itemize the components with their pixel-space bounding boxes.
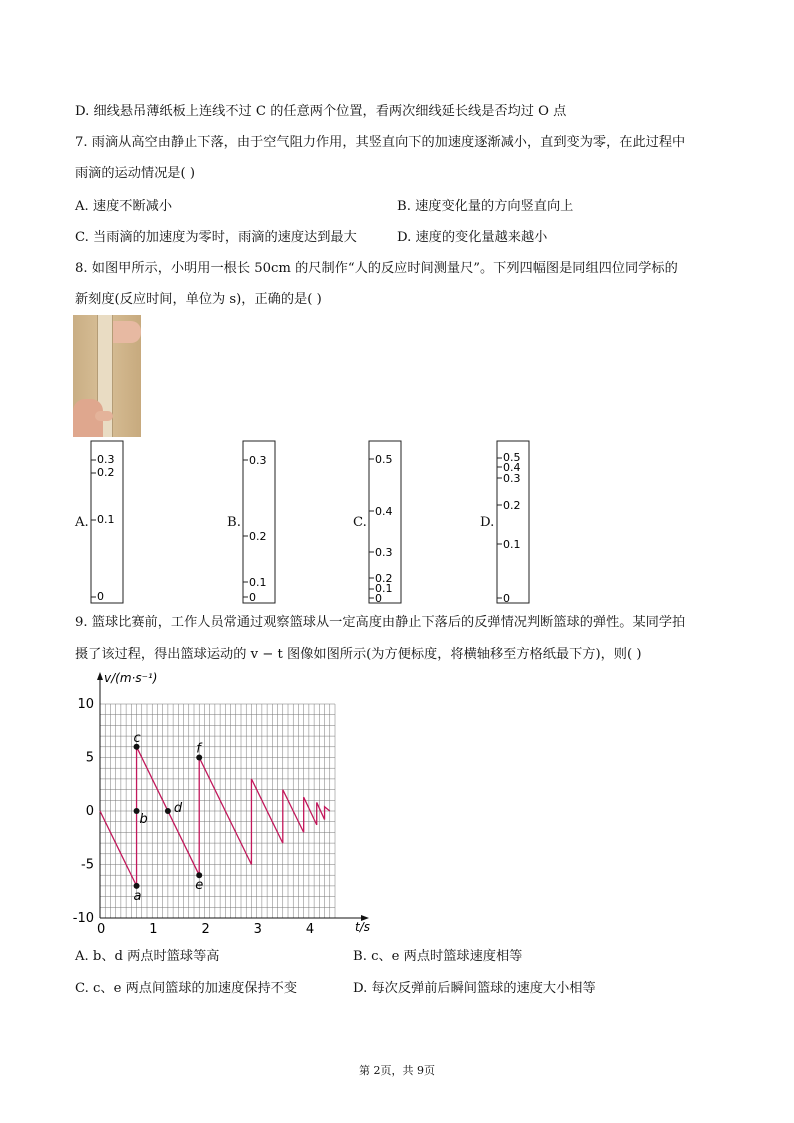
question-7-line1: 7. 雨滴从高空由静止下落，由于空气阻力作用，其竖直向下的加速度逐渐减小，直到变为零，在此过程中 (75, 135, 686, 150)
tick-label: 0.3 (503, 472, 521, 485)
tick-label: 0.2 (503, 499, 521, 512)
tick-label: 0.2 (97, 466, 115, 479)
point-label-b: b (139, 812, 148, 827)
q7-option-a: A. 速度不断减小 (75, 199, 173, 214)
point-label-f: f (196, 741, 201, 757)
x-tick-label: 0 (97, 922, 106, 937)
x-tick-label: 2 (201, 922, 210, 937)
y-tick-label: 0 (85, 804, 94, 819)
q8-option-b-label: B. (227, 515, 241, 530)
tick-label: 0 (97, 590, 104, 603)
option-d-text: D. 细线悬吊薄纸板上连线不过 C 的任意两个位置，看两次细线延长线是否均过 O 点 (75, 104, 567, 119)
x-tick-label: 3 (253, 922, 262, 937)
tick-label: 0.3 (249, 454, 267, 467)
tick-label: 0.5 (375, 453, 393, 466)
point-label-a: a (133, 888, 142, 904)
question-9-line1: 9. 篮球比赛前，工作人员常通过观察篮球从一定高度由静止下落后的反弹情况判断篮球的弹性。某同学拍 (75, 615, 686, 630)
x-axis-label: t/s (355, 920, 370, 934)
tick-label: 0.1 (375, 582, 393, 595)
y-axis-label: v/(m·s⁻¹) (104, 671, 158, 685)
q8-scale-b (240, 440, 280, 605)
point-label-e: e (195, 878, 204, 894)
tick-label: 0 (375, 592, 382, 605)
q7-option-c: C. 当雨滴的加速度为零时，雨滴的速度达到最大 (75, 230, 357, 245)
tick-label: 0.2 (249, 530, 267, 543)
tick-label: 0.4 (503, 461, 521, 474)
tick-label: 0.3 (97, 453, 115, 466)
point-label-c: c (133, 730, 141, 746)
y-tick-label: -5 (81, 857, 94, 873)
q8-scale-a (88, 440, 128, 605)
tick-label: 0 (249, 591, 256, 604)
y-tick-label: 5 (85, 750, 94, 766)
q8-option-d-label: D. (480, 515, 495, 530)
q9-option-c: C. c、e 两点间篮球的加速度保持不变 (75, 981, 298, 996)
tick-label: 0.5 (503, 451, 521, 464)
q8-scale-d (494, 440, 534, 605)
q9-option-b: B. c、e 两点时篮球速度相等 (353, 949, 523, 964)
tick-label: 0.4 (375, 505, 393, 518)
question-9-line2: 摄了该过程，得出篮球运动的 v − t 图像如图所示(为方便标度，将横轴移至方格纸最下方)，则( ) (75, 647, 642, 662)
q7-option-d: D. 速度的变化量越来越小 (397, 230, 548, 245)
question-7-line2: 雨滴的运动情况是( ) (75, 166, 195, 181)
tick-label: 0 (503, 592, 510, 605)
question-8-line1: 8. 如图甲所示，小明用一根长 50cm 的尺制作“人的反应时间测量尺”。下列四幅图是同组四位同学标的 (75, 261, 678, 276)
q8-option-a-label: A. (75, 515, 89, 530)
q7-option-b: B. 速度变化量的方向竖直向上 (397, 199, 574, 214)
tick-label: 0.1 (249, 576, 267, 589)
vt-chart (70, 668, 390, 943)
question-8-line2: 新刻度(反应时间，单位为 s)，正确的是( ) (75, 292, 322, 307)
y-tick-label: 10 (77, 697, 94, 712)
q9-option-a: A. b、d 两点时篮球等高 (75, 949, 220, 964)
q8-option-c-label: C. (353, 515, 367, 530)
tick-label: 0.2 (375, 572, 393, 585)
tick-label: 0.1 (503, 538, 521, 551)
x-tick-label: 4 (305, 922, 315, 937)
y-axis-arrow (97, 672, 103, 680)
x-tick-label: 1 (149, 922, 158, 937)
page-footer: 第 2页，共 9页 (359, 1064, 435, 1077)
q9-option-d: D. 每次反弹前后瞬间篮球的速度大小相等 (353, 981, 596, 996)
q8-scale-c (366, 440, 406, 605)
tick-label: 0.1 (97, 513, 115, 526)
tick-label: 0.3 (375, 546, 393, 559)
y-tick-label: -10 (72, 911, 94, 926)
point-label-d: d (173, 801, 183, 816)
ruler-photo (73, 315, 141, 437)
point-d (165, 808, 171, 814)
